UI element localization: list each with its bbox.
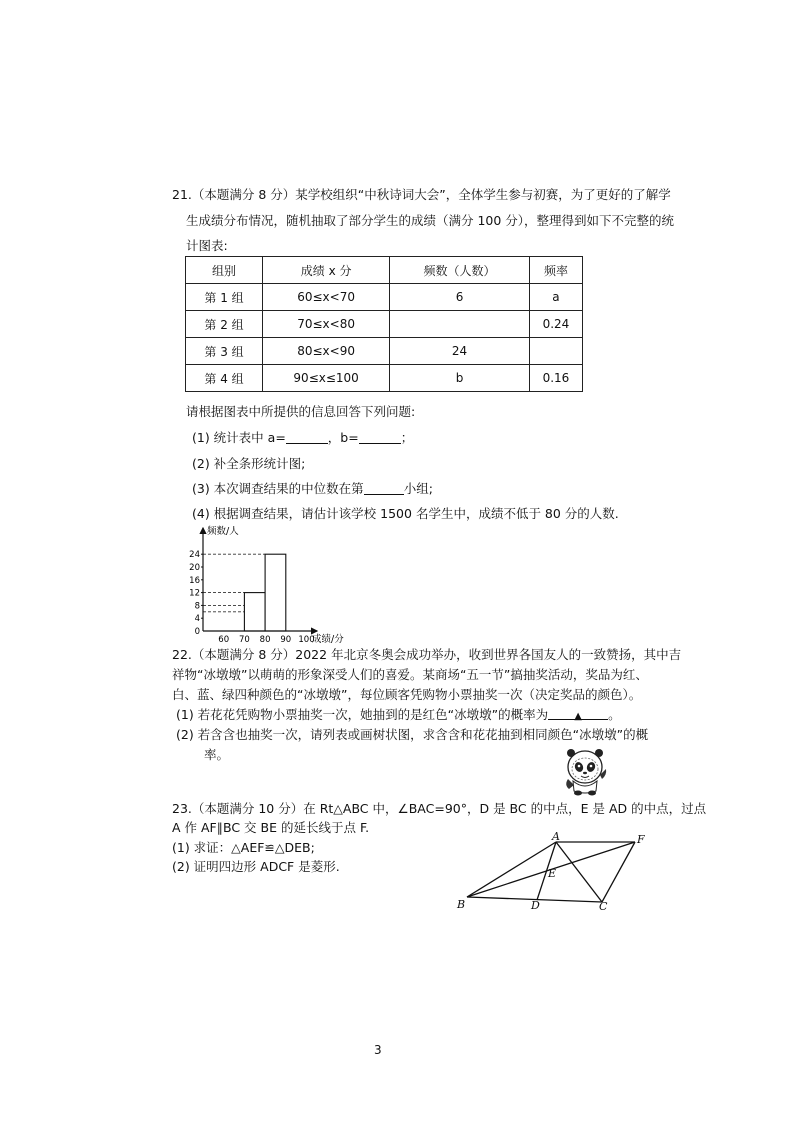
bar bbox=[265, 554, 286, 631]
table-cell: b bbox=[390, 365, 530, 392]
x-tick-label: 80 bbox=[259, 635, 271, 645]
table-cell: 第 3 组 bbox=[186, 338, 263, 365]
answer-blank-group bbox=[364, 482, 404, 495]
q22-line3: 白、蓝、绿四种颜色的“冰墩墩”，每位顾客凭购物小票抽奖一次（决定奖品的颜色）。 bbox=[172, 687, 642, 702]
table-cell: 80≤x<90 bbox=[263, 338, 390, 365]
answer-marker: ▲ bbox=[574, 711, 582, 722]
q21-line3: 计图表: bbox=[186, 238, 228, 253]
q21-sub1-a: (1) 统计表中 a= bbox=[192, 430, 286, 445]
bing-dwen-dwen-mascot-image bbox=[560, 745, 610, 797]
segment-ba bbox=[467, 842, 556, 897]
table-row bbox=[186, 284, 583, 311]
label-a: A bbox=[552, 830, 560, 843]
label-f: F bbox=[637, 833, 645, 846]
q22-line2: 祥物“冰墩墩”以萌萌的形象深受人们的喜爱。某商场“五一节”搞抽奖活动，奖品为红、 bbox=[172, 667, 648, 682]
q21-prompt: 请根据图表中所提供的信息回答下列问题: bbox=[186, 404, 416, 419]
y-tick-label: 24 bbox=[189, 550, 200, 561]
y-axis-label: 频数/人 bbox=[207, 526, 239, 537]
label-b: B bbox=[457, 898, 466, 910]
table-header: 成绩 x 分 bbox=[263, 257, 390, 284]
y-tick-label: 12 bbox=[189, 588, 200, 599]
table-cell: 第 1 组 bbox=[186, 284, 263, 311]
x-tick-label: 60 bbox=[218, 635, 230, 645]
answer-blank-a bbox=[286, 431, 328, 444]
q21-sub1-b: ，b= bbox=[327, 430, 359, 445]
q21-sub1 bbox=[192, 430, 413, 446]
table-header-row bbox=[186, 257, 583, 284]
table-cell: 24 bbox=[390, 338, 530, 365]
x-tick-label: 100 bbox=[298, 635, 315, 645]
q21-line1: 21.（本题满分 8 分）某学校组织“中秋诗词大会”，全体学生参与初赛，为了更好的了解学 bbox=[172, 187, 671, 202]
table-row bbox=[186, 365, 583, 392]
q22-line1: 22.（本题满分 8 分）2022 年北京冬奥会成功举办，收到世界各国友人的一致赞扬，其中吉 bbox=[172, 647, 682, 662]
q22-sub1 bbox=[176, 707, 621, 723]
x-axis-label: 成绩/分 bbox=[312, 634, 344, 645]
q21-sub3-b: 小组; bbox=[403, 481, 433, 496]
y-tick-label: 0 bbox=[194, 627, 200, 637]
label-e: E bbox=[548, 867, 557, 880]
geometry-figure bbox=[455, 830, 655, 910]
q23-sub2: (2) 证明四边形 ADCF 是菱形. bbox=[172, 859, 340, 874]
x-tick-label: 70 bbox=[238, 635, 250, 645]
q22-sub1-end: 。 bbox=[608, 707, 621, 722]
frequency-table bbox=[185, 256, 583, 392]
label-d: D bbox=[531, 899, 540, 910]
table-cell: 第 2 组 bbox=[186, 311, 263, 338]
x-tick-label: 90 bbox=[280, 635, 292, 645]
segment-ac bbox=[556, 842, 602, 902]
q21-sub1-c: ； bbox=[400, 430, 414, 445]
q22-sub2-line1: (2) 若含含也抽奖一次，请列表或画树状图，求含含和花花抽到相同颜色“冰墩墩”的概 bbox=[176, 727, 649, 742]
q22-sub2-line2: 率。 bbox=[204, 747, 230, 762]
q21-sub2: (2) 补全条形统计图; bbox=[192, 456, 306, 471]
y-tick-label: 16 bbox=[189, 575, 200, 586]
table-cell bbox=[390, 311, 530, 338]
label-c: C bbox=[599, 900, 608, 910]
table-row bbox=[186, 311, 583, 338]
table-cell: 60≤x<70 bbox=[263, 284, 390, 311]
table-cell: 0.24 bbox=[529, 311, 582, 338]
y-tick-label: 4 bbox=[194, 614, 200, 625]
q23-sub1: (1) 求证：△AEF≌△DEB; bbox=[172, 840, 315, 855]
page-number: 3 bbox=[374, 1043, 382, 1057]
table-cell: 70≤x<80 bbox=[263, 311, 390, 338]
q23-line2: A 作 AF∥BC 交 BE 的延长线于点 F. bbox=[172, 820, 370, 835]
table-header: 频数（人数） bbox=[390, 257, 530, 284]
q21-sub3-a: (3) 本次调查结果的中位数在第 bbox=[192, 481, 364, 496]
answer-blank-b bbox=[359, 431, 401, 444]
q22-sub1-text: (1) 若花花凭购物小票抽奖一次，她抽到的是红色“冰墩墩”的概率为 bbox=[176, 707, 549, 722]
answer-blank-probability bbox=[548, 707, 608, 720]
frequency-bar-chart bbox=[170, 522, 370, 647]
q21-sub4: (4) 根据调查结果，请估计该学校 1500 名学生中，成绩不低于 80 分的人数. bbox=[192, 506, 619, 521]
q23-line1: 23.（本题满分 10 分）在 Rt△ABC 中，∠BAC=90°，D 是 BC 的中点，E 是 AD 的中点，过点 bbox=[172, 801, 707, 816]
table-cell: 6 bbox=[390, 284, 530, 311]
table-cell: a bbox=[529, 284, 582, 311]
y-tick-label: 20 bbox=[189, 563, 200, 573]
y-tick-label: 8 bbox=[194, 601, 200, 612]
table-cell bbox=[529, 338, 582, 365]
table-row bbox=[186, 338, 583, 365]
bar bbox=[244, 593, 265, 631]
table-cell: 第 4 组 bbox=[186, 365, 263, 392]
q21-line2: 生成绩分布情况，随机抽取了部分学生的成绩（满分 100 分），整理得到如下不完整的统 bbox=[186, 213, 675, 228]
table-cell: 0.16 bbox=[529, 365, 582, 392]
table-header: 组别 bbox=[186, 257, 263, 284]
table-cell: 90≤x≤100 bbox=[263, 365, 390, 392]
q21-sub3 bbox=[192, 481, 433, 497]
table-header: 频率 bbox=[529, 257, 582, 284]
